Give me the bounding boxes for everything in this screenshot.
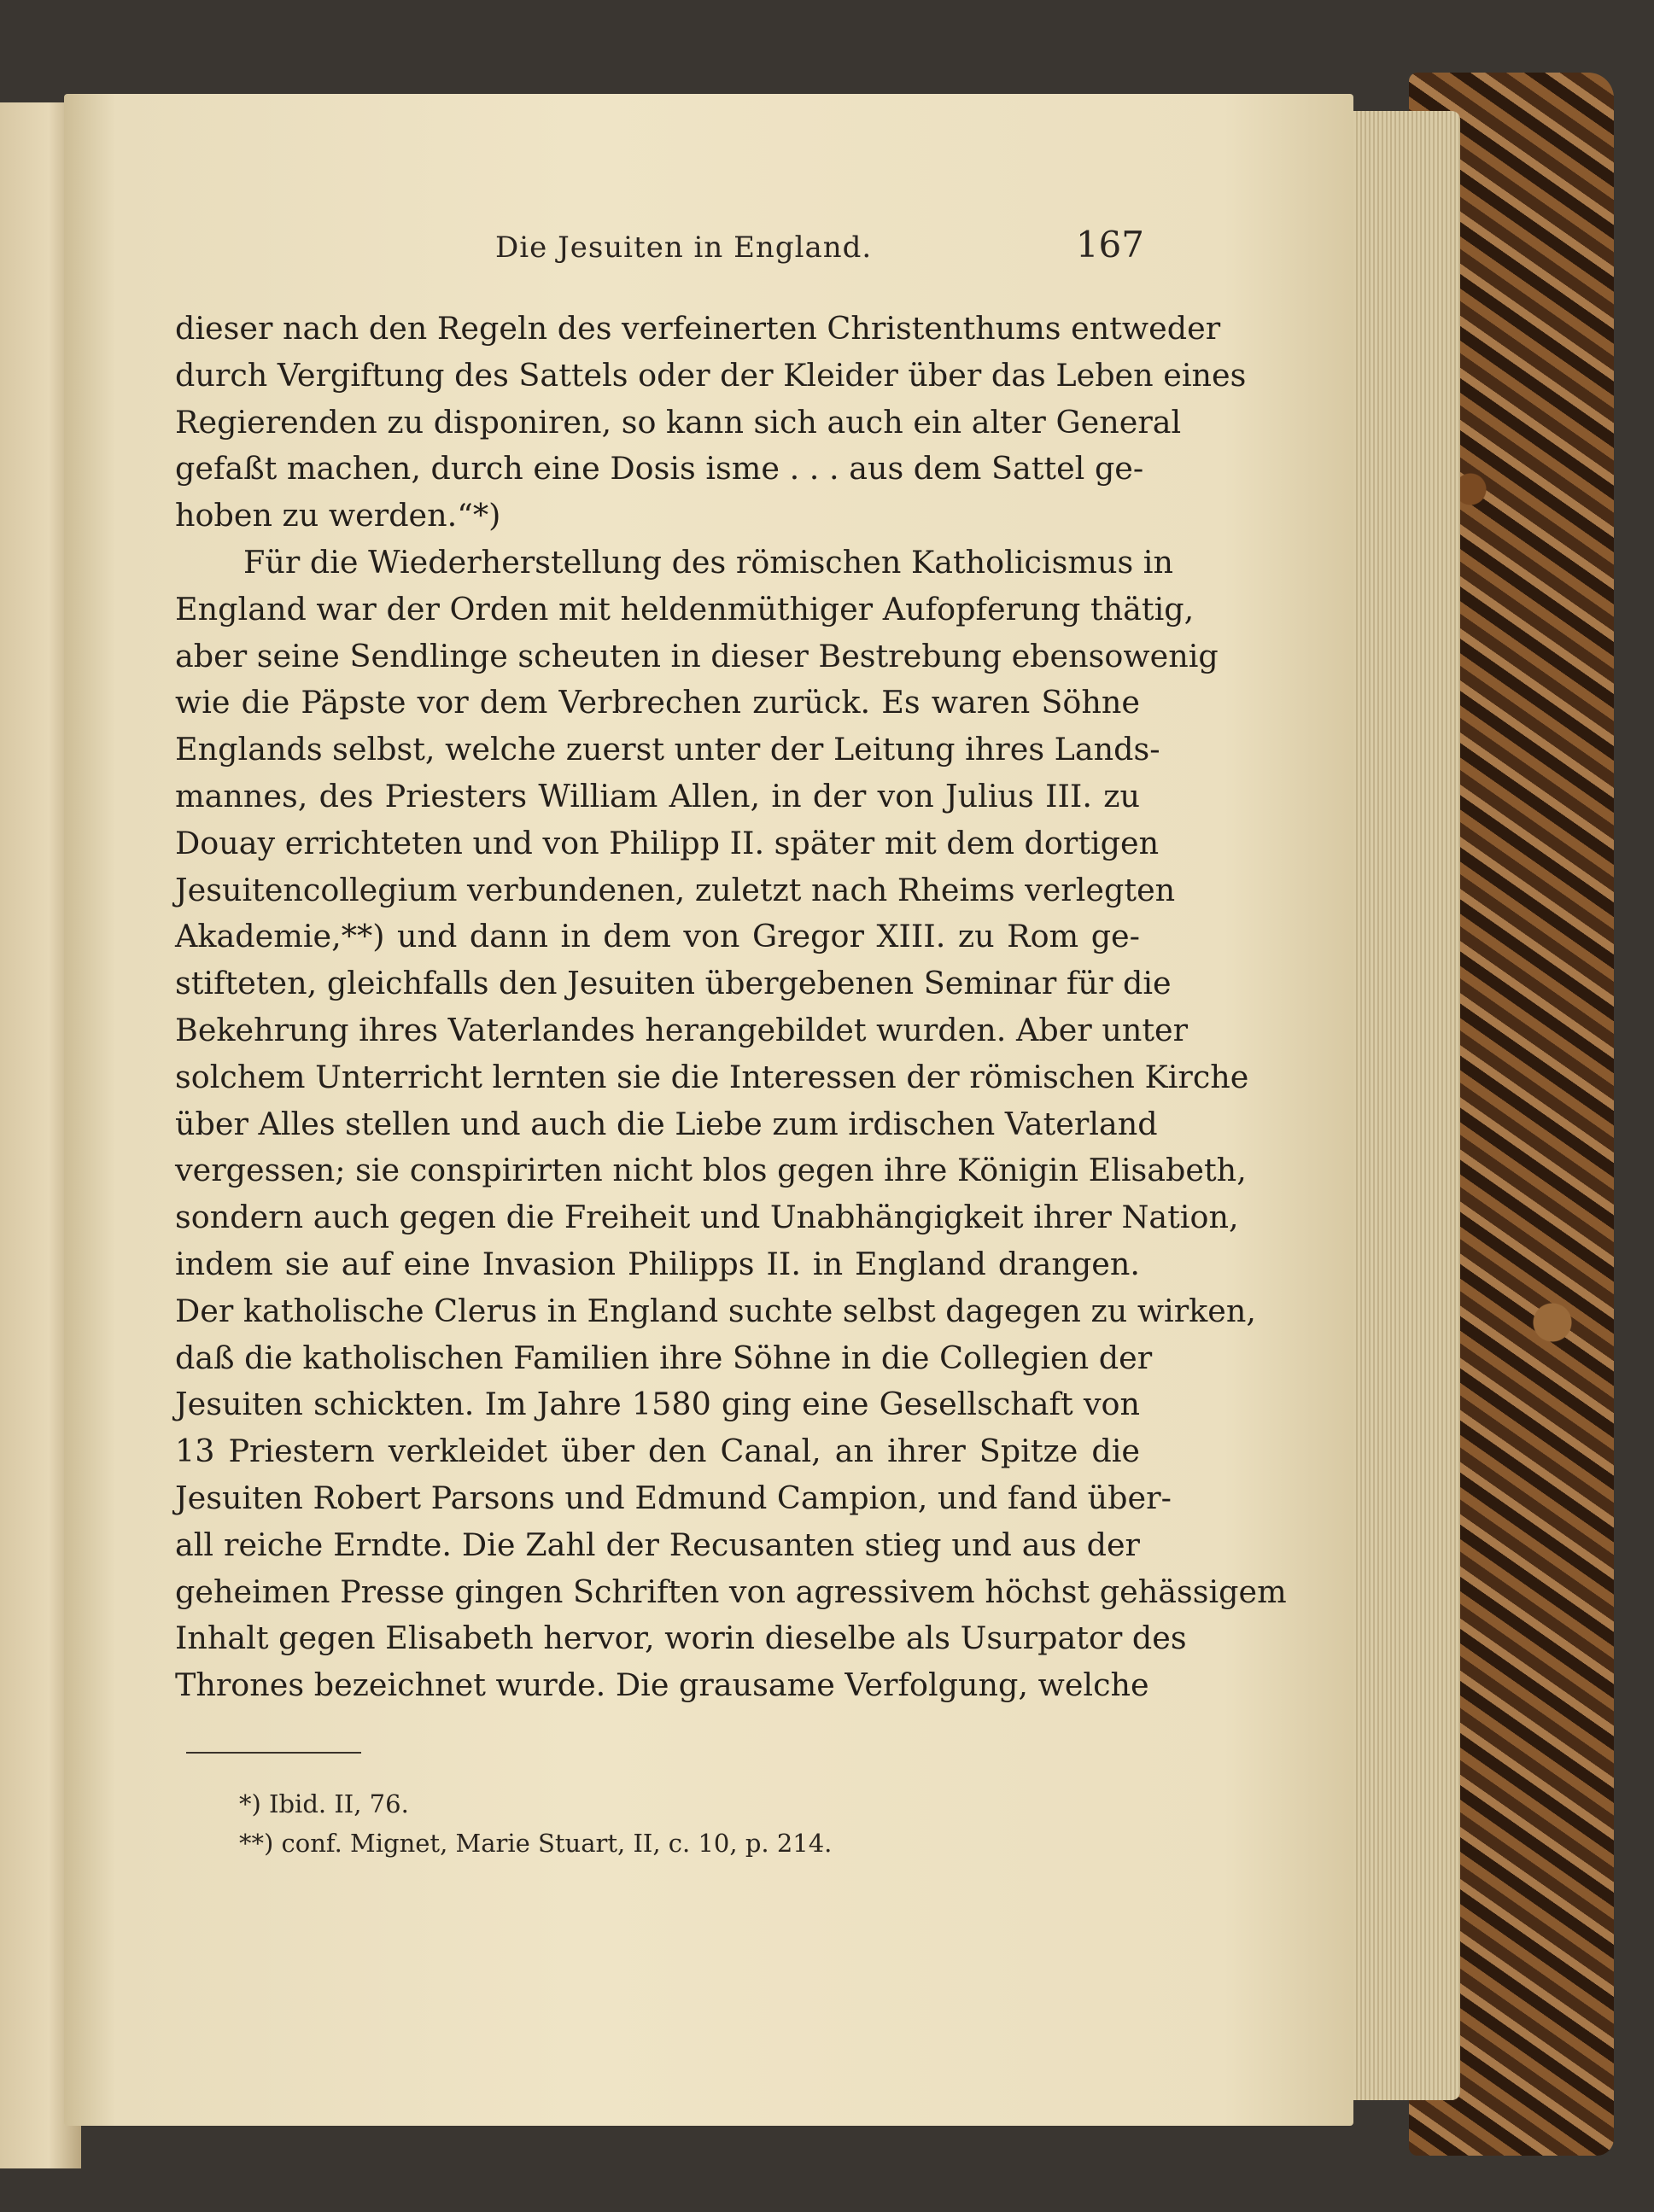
text-line: durch Vergiftung des Sattels oder der Kleider über das Leben eines [175, 356, 1247, 394]
text-line: 13 Priestern verkleidet über den Canal, an ihrer Spitze die [175, 1433, 1140, 1470]
text-line: stifteten, gleichfalls den Jesuiten übergebenen Seminar für die [175, 965, 1172, 1002]
text-line: Jesuitencollegium verbundenen, zuletzt nach Rheims verlegten [175, 871, 1176, 908]
text-line: indem sie auf eine Invasion Philipps II. in England drangen. [175, 1245, 1140, 1282]
footnote: *) Ibid. II, 76. [239, 1789, 409, 1818]
text-line: vergessen; sie conspirirten nicht blos gegen ihre Königin Elisabeth, [175, 1152, 1247, 1189]
text-line: Akademie,**) und dann in dem von Gregor XIII. zu Rom ge- [175, 918, 1140, 955]
footnotes [239, 1784, 1008, 1863]
text-line: dieser nach den Regeln des verfeinerten Christenthums entweder [175, 310, 1221, 347]
text-line: wie die Päpste vor dem Verbrechen zurück. Es waren Söhne [175, 684, 1140, 721]
text-line: solchem Unterricht lernten sie die Interessen der römischen Kirche [175, 1058, 1249, 1095]
text-line: Der katholische Clerus in England suchte selbst dagegen zu wirken, [175, 1292, 1257, 1329]
body-text [175, 306, 1287, 1709]
text-line: Für die Wiederherstellung des römischen Katholicismus in [243, 543, 1173, 581]
text-line: hoben zu werden.“*) [175, 497, 501, 534]
text-line: Douay errichteten und von Philipp II. später mit dem dortigen [175, 824, 1160, 861]
text-line: all reiche Erndte. Die Zahl der Recusanten stieg und aus der [175, 1526, 1140, 1563]
page-number: 167 [1075, 224, 1144, 266]
text-line: mannes, des Priesters William Allen, in der von Julius III. zu [175, 777, 1140, 814]
footnote-rule [186, 1752, 361, 1754]
text-line: sondern auch gegen die Freiheit und Unabhängigkeit ihrer Nation, [175, 1199, 1239, 1236]
text-line: Thrones bezeichnet wurde. Die grausame Verfolgung, welche [175, 1666, 1149, 1704]
text-line: Regierenden zu disponiren, so kann sich auch ein alter General [175, 403, 1182, 441]
text-line: gefaßt machen, durch eine Dosis isme . . . aus dem Sattel ge- [175, 450, 1144, 487]
text-line: Englands selbst, welche zuerst unter der Leitung ihres Lands- [175, 731, 1160, 768]
page-header [444, 224, 1144, 275]
text-line: über Alles stellen und auch die Liebe zum irdischen Vaterland [175, 1105, 1158, 1142]
text-line: daß die katholischen Familien ihre Söhne in die Collegien der [175, 1339, 1153, 1376]
footnote: **) conf. Mignet, Marie Stuart, II, c. 10, p. 214. [239, 1829, 833, 1858]
text-line: Jesuiten schickten. Im Jahre 1580 ging eine Gesellschaft von [175, 1386, 1140, 1423]
text-line: aber seine Sendlinge scheuten in dieser Bestrebung ebensowenig [175, 637, 1219, 674]
text-line: geheimen Presse gingen Schriften von agressivem höchst gehässigem [175, 1573, 1287, 1610]
text-line: England war der Orden mit heldenmüthiger Aufopferung thätig, [175, 590, 1195, 627]
text-line: Jesuiten Robert Parsons und Edmund Campion, und fand über- [175, 1479, 1172, 1516]
text-line: Bekehrung ihres Vaterlandes herangebildet wurden. Aber unter [175, 1011, 1189, 1048]
running-title: Die Jesuiten in England. [495, 231, 873, 265]
text-line: Inhalt gegen Elisabeth hervor, worin dieselbe als Usurpator des [175, 1620, 1187, 1657]
